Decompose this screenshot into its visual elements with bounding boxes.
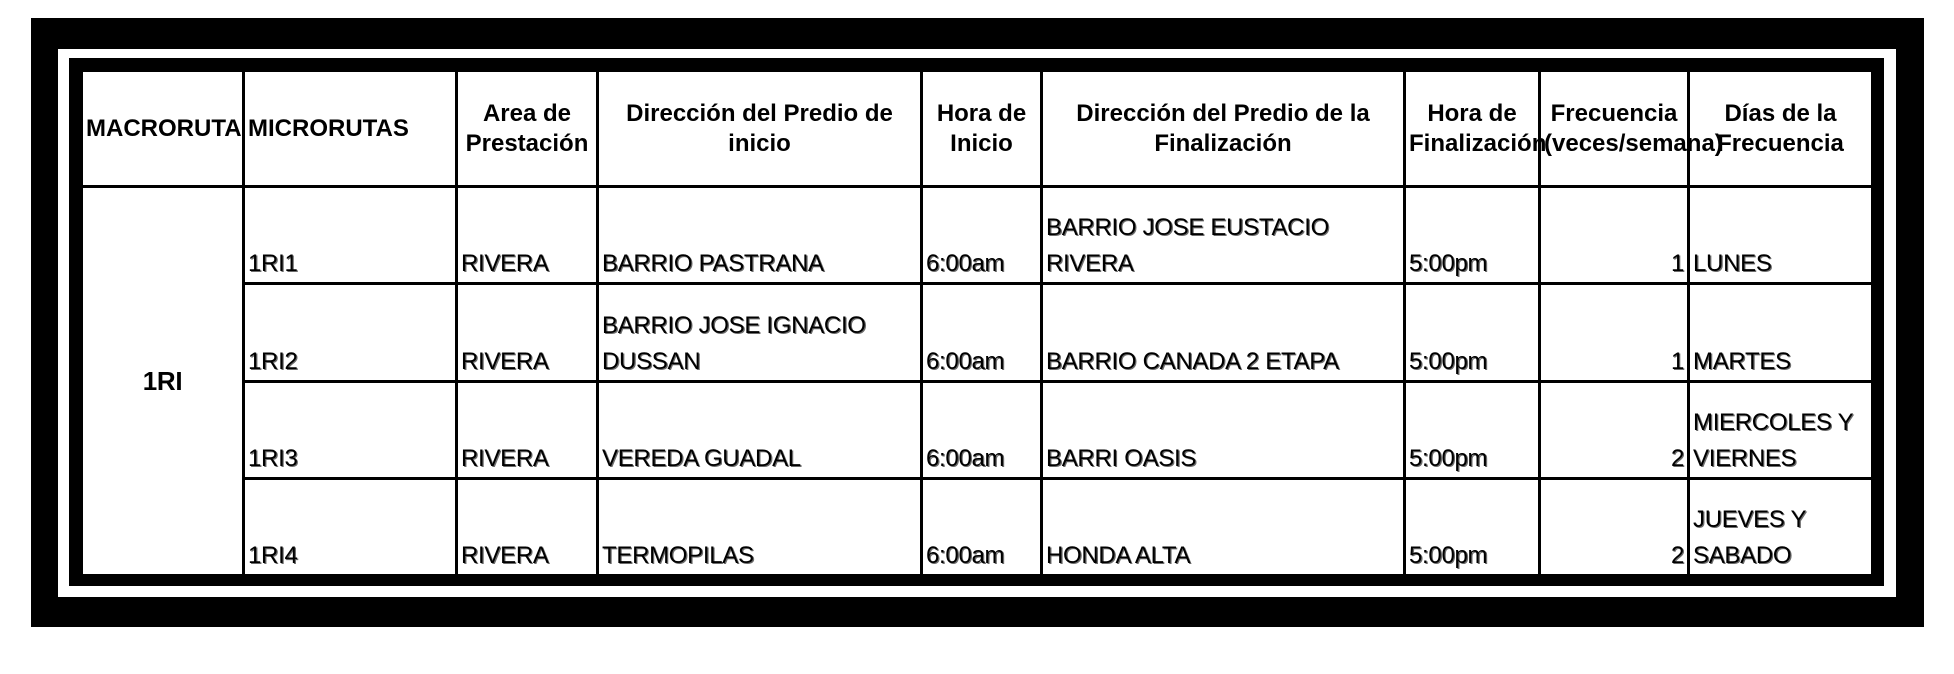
macroruta-cell: 1RI <box>82 187 244 576</box>
header-row <box>82 71 1873 187</box>
frecuencia-cell: 2 <box>1540 381 1689 478</box>
frecuencia-cell: 1 <box>1540 187 1689 284</box>
area-cell: RIVERA <box>457 478 598 575</box>
hora-inicio-cell: 6:00am <box>922 187 1042 284</box>
header-macroruta: MACRORUTA <box>82 71 244 187</box>
microruta-cell: 1RI2 <box>244 284 457 381</box>
dias-cell: MARTES <box>1689 284 1873 381</box>
header-hora-inicio: Hora de Inicio <box>922 71 1042 187</box>
frecuencia-cell: 2 <box>1540 478 1689 575</box>
dias-cell: MIERCOLES Y VIERNES <box>1689 381 1873 478</box>
direccion-inicio-cell: TERMOPILAS <box>598 478 922 575</box>
header-dias-frecuencia: Días de la Frecuencia <box>1689 71 1873 187</box>
direccion-finalizacion-cell: BARRIO JOSE EUSTACIO RIVERA <box>1042 187 1405 284</box>
header-direccion-inicio: Dirección del Predio de inicio <box>598 71 922 187</box>
header-direccion-finalizacion: Dirección del Predio de la Finalización <box>1042 71 1405 187</box>
hora-inicio-cell: 6:00am <box>922 381 1042 478</box>
routes-table-container <box>80 69 1871 577</box>
direccion-finalizacion-cell: BARRIO CANADA 2 ETAPA <box>1042 284 1405 381</box>
table-row <box>82 284 1873 381</box>
frecuencia-cell: 1 <box>1540 284 1689 381</box>
area-cell: RIVERA <box>457 187 598 284</box>
header-hora-finalizacion: Hora de Finalización <box>1405 71 1540 187</box>
routes-table <box>80 69 1874 577</box>
direccion-finalizacion-cell: HONDA ALTA <box>1042 478 1405 575</box>
direccion-inicio-cell: BARRIO PASTRANA <box>598 187 922 284</box>
microruta-cell: 1RI4 <box>244 478 457 575</box>
microruta-cell: 1RI1 <box>244 187 457 284</box>
area-cell: RIVERA <box>457 284 598 381</box>
hora-finalizacion-cell: 5:00pm <box>1405 381 1540 478</box>
dias-cell: LUNES <box>1689 187 1873 284</box>
hora-inicio-cell: 6:00am <box>922 284 1042 381</box>
table-row <box>82 187 1873 284</box>
direccion-inicio-cell: VEREDA GUADAL <box>598 381 922 478</box>
dias-cell: JUEVES Y SABADO <box>1689 478 1873 575</box>
direccion-finalizacion-cell: BARRI OASIS <box>1042 381 1405 478</box>
hora-finalizacion-cell: 5:00pm <box>1405 187 1540 284</box>
hora-finalizacion-cell: 5:00pm <box>1405 284 1540 381</box>
hora-inicio-cell: 6:00am <box>922 478 1042 575</box>
microruta-cell: 1RI3 <box>244 381 457 478</box>
table-row <box>82 381 1873 478</box>
header-microrutas: MICRORUTAS <box>244 71 457 187</box>
header-area-prestacion: Area de Prestación <box>457 71 598 187</box>
table-row <box>82 478 1873 575</box>
direccion-inicio-cell: BARRIO JOSE IGNACIO DUSSAN <box>598 284 922 381</box>
hora-finalizacion-cell: 5:00pm <box>1405 478 1540 575</box>
area-cell: RIVERA <box>457 381 598 478</box>
header-frecuencia: Frecuencia (veces/semana) <box>1540 71 1689 187</box>
